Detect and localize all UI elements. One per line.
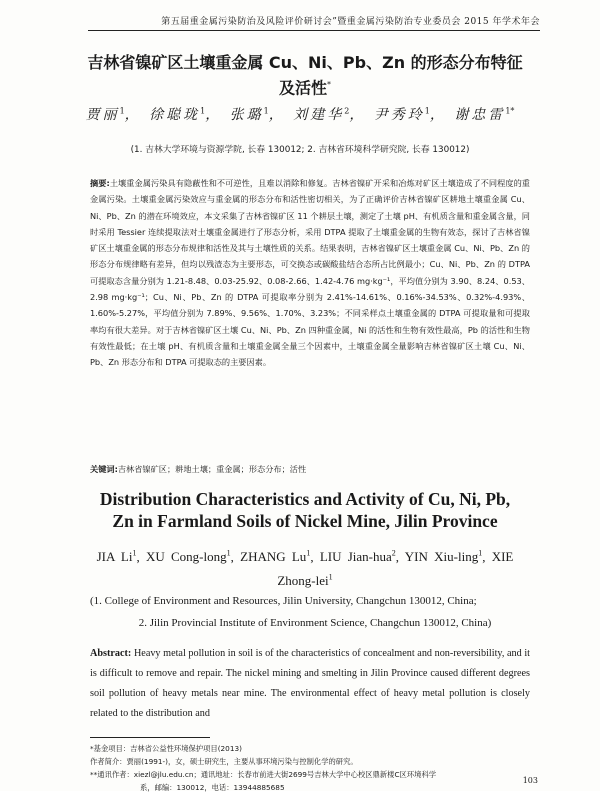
zh-author (86, 107, 125, 123)
en-authors: JIA Li$^1$, XU Cong-long$^1$, ZHANG Lu$^1$, LIU Jian-hua$^2$, YIN Xiu-ling$^1$, XIE Zhong-lei$^1$ (96, 549, 514, 588)
zh-author (374, 107, 430, 123)
zh-author-sup: 1 (119, 106, 125, 116)
zh-author-name: 尹秀玲 (373, 107, 425, 123)
en-author-sup: 1 (478, 549, 483, 558)
en-author-name: LIU Jian-hua (319, 549, 392, 565)
zh-author (230, 107, 269, 123)
en-abstract (90, 644, 530, 724)
zh-author-sup: 1 (263, 106, 269, 116)
footnote-corresponding-cont: 系，邮编：130012，电话：13944885685 (140, 783, 285, 792)
footnote-rule (90, 737, 210, 738)
zh-author-name: 谢忠雷 (454, 107, 506, 123)
zh-author-name: 贾丽 (85, 107, 120, 123)
zh-abstract-text: 土壤重金属污染具有隐蔽性和不可逆性，且难以消除和修复。吉林省镍矿开采和冶炼对矿区土壤造成了不同程度的重金属污染。土壤重金属污染效应与重金属的形态分布和活性密切相关，为了正确评价吉林省镍矿区耕地土壤重金属 Cu、Ni、Pb、Zn 的潜在环境效应，本文采集了吉林省镍矿区 11 个耕层土壤，测定了土壤 pH、有机质含量和重金属含量，同时采用 Tessier 连续提取法对土壤重金属进行了形态分析，采用 DTPA 提取了土壤重金属的生物有效态，探讨了吉林省镍矿区土壤重金属的形态分布规律和活性及其与土壤性质的关系。结果表明，吉林省镍矿区土壤重金属 Cu、Ni、Pb、Zn 的形态分布规律略有差异，但均以残渣态为主要形态，可交换态或碳酸盐结合态所占比例最小；Cu、Ni、Pb、Zn 的 DTPA 可提取态含量分别为 1.21-8.48、0.03-25.92、0.08-2.66、1.42-4.76 mg·kg⁻¹，平均值分别为 3.90、8.24、0.53、2.98 mg·kg⁻¹；Cu、Ni、Pb、Zn 的 DTPA 可提取率分别为 2.41%-14.61%、0.16%-34.53%、0.32%-4.93%、1.60%-5.27%，平均值分别为 7.89%、9.56%、1.70%、3.23%；不同采样点土壤重金属的 DTPA 可提取量和可提取率均有很大差异。对于吉林省镍矿区土壤 Cu、Ni、Pb、Zn 四种重金属，Ni 的活性和生物有效性最高，Pb 的活性和生物有效性最低；在土壤 pH、有机质含量和土壤重金属全量三个因素中，土壤重金属全量影响吉林省镍矿区土壤 Cu、Ni、Pb、Zn 形态分布和 DTPA 可提取态的主要因素。 (90, 178, 530, 368)
zh-author-sup: 2 (344, 106, 350, 116)
zh-author-sup: 1 (200, 106, 206, 116)
en-author-name: YIN Xiu-ling (404, 549, 479, 565)
en-author-name: XIE Zhong-lei (277, 549, 514, 588)
zh-author-sup: 1 (424, 106, 430, 116)
zh-author-name: 刘建华 (293, 107, 345, 123)
zh-author (454, 107, 514, 123)
en-author-name: JIA Li (96, 549, 133, 565)
en-author (146, 549, 231, 564)
footnotes (90, 742, 540, 794)
en-author-name: XU Cong-long (145, 549, 227, 565)
en-affiliation-line1: (1. College of Environment and Resources, Jilin University, Changchun 130012, China; (90, 595, 477, 607)
running-header: 第五届重金属污染防治及风险评价研讨会”暨重金属污染防治专业委员会 2015 年学术年会 (161, 17, 540, 27)
zh-keywords (90, 464, 530, 475)
en-affiliation-line2: 2. Jilin Provincial Institute of Environment Science, Changchun 130012, China) (138, 617, 492, 629)
zh-author-name: 张璐 (229, 107, 264, 123)
footnote-fund: *基金项目：吉林省公益性环境保护项目(2013) (90, 744, 242, 753)
en-author-sup: 1 (328, 572, 333, 582)
zh-keywords-label: 关键词: (90, 464, 118, 474)
en-abstract-text: Heavy metal pollution in soil is of the characteristics of concealment and non-reversibility, and it is difficult to remove and repair. The nickel mining and smelting in Jilin Province caused different degrees soil pollution of heavy metals near mine. The environmental effect of heavy metal pollution is closely related to the distribution and (90, 648, 531, 719)
en-author-sup: 1 (226, 549, 231, 558)
zh-abstract (90, 175, 530, 371)
footnote-author-intro: 作者简介：贾丽(1991-)，女，硕士研究生，主要从事环境污染与控制化学的研究。 (90, 757, 358, 766)
en-author (240, 549, 310, 564)
zh-title-line2 (80, 74, 530, 99)
zh-title (80, 52, 530, 99)
en-author-sup: 1 (132, 549, 137, 558)
zh-keywords-text: 吉林省镍矿区；耕地土壤；重金属；形态分布；活性 (117, 464, 307, 474)
zh-author-name: 徐聪珑 (149, 107, 201, 123)
zh-abstract-label: 摘要: (90, 178, 110, 188)
page-number: 103 (522, 776, 538, 785)
en-title-line1: Distribution Characteristics and Activity of Cu, Ni, Pb, (99, 489, 511, 509)
en-author-sup: 1 (306, 549, 311, 558)
en-author-name: ZHANG Lu (240, 549, 307, 565)
zh-author (149, 107, 205, 123)
en-affiliation (90, 590, 540, 634)
zh-author-sup: 1* (505, 106, 515, 116)
en-author (97, 549, 137, 564)
header-rule (88, 30, 540, 31)
zh-title-fund-marker: * (327, 80, 331, 89)
zh-authors: 贾丽$^1$， 徐聪珑$^1$， 张璐$^1$， 刘建华$^2$， 尹秀玲$^1$， 谢忠雷$^{1*}$ (85, 106, 515, 123)
en-author (320, 549, 396, 564)
en-author (405, 549, 482, 564)
footnote-corresponding: **通讯作者：xiezl@jlu.edu.cn；通讯地址：长春市前进大街2699号吉林大学中心校区鼎新楼C区环境科学 (90, 770, 437, 779)
en-author-sup: 2 (391, 549, 396, 558)
en-title-line2: Zn in Farmland Soils of Nickel Mine, Jilin Province (112, 511, 498, 531)
en-abstract-label: Abstract: (90, 648, 132, 659)
zh-author (293, 107, 349, 123)
en-title (80, 488, 530, 532)
zh-title-line1: 吉林省镍矿区土壤重金属 Cu、Ni、Pb、Zn 的形态分布特征 (87, 53, 523, 72)
zh-title-line2-text: 及活性 (278, 78, 327, 98)
zh-affiliation: (1. 吉林大学环境与资源学院, 长春 130012; 2. 吉林省环境科学研究院, 长春 130012) (130, 145, 470, 155)
